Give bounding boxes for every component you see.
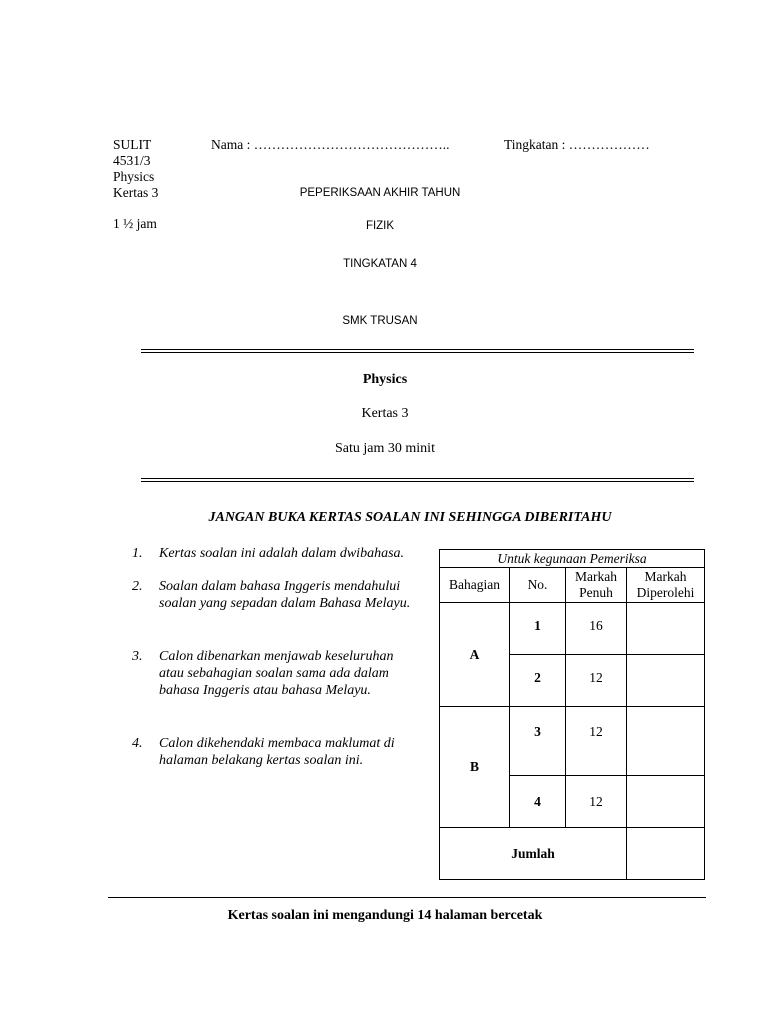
section-b-label: B [440, 707, 510, 828]
bottom-double-rule [141, 478, 694, 482]
exam-school: SMK TRUSAN [342, 315, 418, 327]
header-number: No. [510, 568, 566, 603]
full-marks-value: 12 [566, 776, 627, 828]
exam-title: PEPERIKSAAN AKHIR TAHUN [299, 187, 461, 199]
instruction-item [132, 578, 422, 612]
instruction-item [132, 648, 417, 699]
instruction-text: Calon dibenarkan menjawab keseluruhan atau sebahagian soalan sama ada dalam bahasa Inggeris atau bahasa Melayu. [159, 649, 394, 698]
instruction-text: Kertas soalan ini adalah dalam dwibahasa. [159, 546, 405, 561]
total-label: Jumlah [440, 828, 627, 880]
obtained-marks-cell[interactable] [627, 707, 705, 776]
instruction-text: Calon dikehendaki membaca maklumat di halaman belakang kertas soalan ini. [159, 736, 395, 768]
instruction-number: 1. [132, 546, 143, 561]
question-number: 2 [510, 655, 566, 707]
warning-text: JANGAN BUKA KERTAS SOALAN INI SEHINGGA DIBERITAHU [208, 510, 612, 525]
full-marks-value: 16 [566, 603, 627, 655]
question-number: 1 [510, 603, 566, 655]
subject-label: Physics [113, 169, 155, 184]
total-value-cell[interactable] [627, 828, 705, 880]
exam-subject: FIZIK [365, 220, 395, 232]
instruction-text: Soalan dalam bahasa Inggeris mendahului soalan yang sepadan dalam Bahasa Melayu. [159, 579, 411, 611]
instruction-number: 4. [132, 736, 143, 751]
section-a-label: A [440, 603, 510, 707]
instruction-item [132, 545, 432, 562]
question-number: 3 [510, 707, 566, 776]
obtained-marks-cell[interactable] [627, 776, 705, 828]
instruction-number: 3. [132, 649, 143, 664]
cover-duration: Satu jam 30 minit [335, 441, 435, 456]
cover-paper: Kertas 3 [361, 406, 409, 421]
paper-code: 4531/3 [113, 153, 151, 168]
obtained-marks-cell[interactable] [627, 655, 705, 707]
name-field: Nama : …………………………………….. [211, 137, 450, 152]
question-number: 4 [510, 776, 566, 828]
sulit-label: SULIT [113, 137, 152, 152]
header-obtained: Markah Diperolehi [627, 568, 705, 603]
cover-subject: Physics [362, 372, 408, 387]
table-title: Untuk kegunaan Pemeriksa [440, 550, 705, 568]
full-marks-value: 12 [566, 707, 627, 776]
footer-note: Kertas soalan ini mengandungi 14 halaman bercetak [227, 908, 543, 923]
footer-rule [108, 897, 706, 898]
paper-label: Kertas 3 [113, 185, 159, 200]
instruction-number: 2. [132, 579, 143, 594]
full-marks-value: 12 [566, 655, 627, 707]
header-full-marks: Markah Penuh [566, 568, 627, 603]
top-double-rule [141, 349, 694, 353]
duration-label: 1 ½ jam [113, 216, 157, 231]
examiner-table [439, 549, 705, 880]
form-field: Tingkatan : ……………… [504, 137, 650, 152]
instruction-item [132, 735, 422, 769]
exam-form: TINGKATAN 4 [343, 258, 417, 270]
header-section: Bahagian [440, 568, 510, 603]
obtained-marks-cell[interactable] [627, 603, 705, 655]
